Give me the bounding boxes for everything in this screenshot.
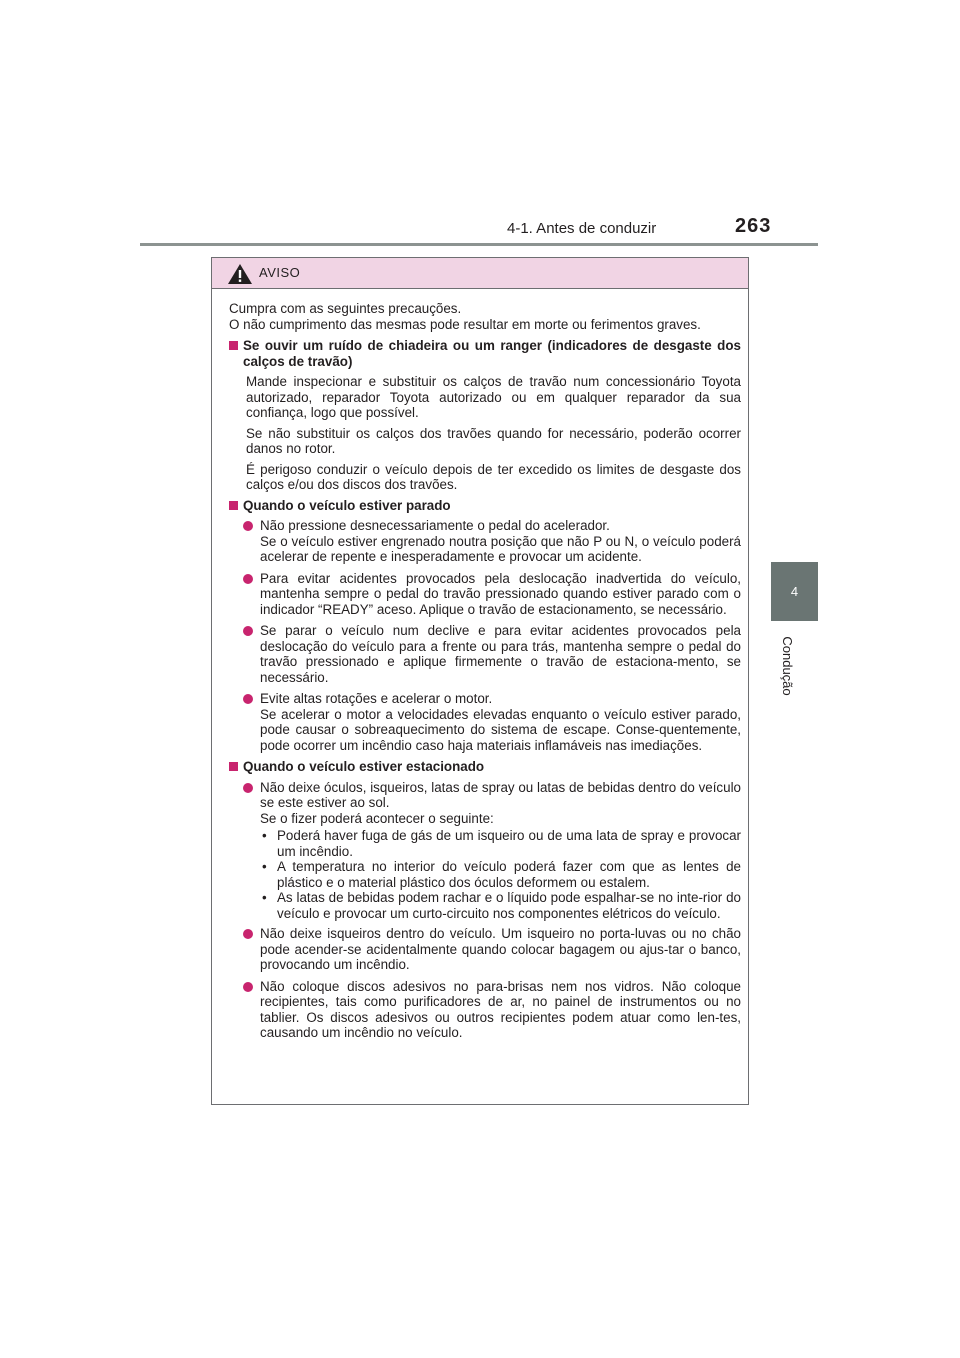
sub-bullet-item — [229, 890, 741, 921]
section-heading-parked — [229, 759, 741, 775]
paragraph: Se não substituir os calços dos travões quando for necessário, poderão ocorrer danos no rotor. — [246, 425, 741, 456]
bullet-line: Não pressione desnecessariamente o pedal do acelerador. — [260, 518, 610, 533]
sub-bullet-mark-icon: • — [262, 859, 267, 874]
bullet-line: Não coloque discos adesivos no para-brisas nem nos vidros. Não coloque recipientes, tais como purificadores de ar, no painel de instrumentos ou no tablier. Os discos adesivos ou outros recipientes podem atuar como len-tes, causando um incêndio no veículo. — [260, 978, 741, 1040]
intro-line: O não cumprimento das mesmas pode resultar em morte ou ferimentos graves. — [229, 316, 701, 332]
sub-bullet-text: Poderá haver fuga de gás de um isqueiro ou de uma lata de spray e provocar um incêndio. — [277, 828, 741, 859]
bullet-item — [229, 979, 741, 1041]
paragraph: Mande inspecionar e substituir os calços de travão num concessionário Toyota autorizado, reparador Toyota autorizado ou em qualquer reparador da sua confiança, logo que possível. — [246, 374, 741, 420]
bullet-line: Para evitar acidentes provocados pela deslocação inadvertida do veículo, mantenha sempre o pedal do travão pressionado quando estiver parado com o indicador “READY” aceso. Aplique o travão de estacionamento, se necessário. — [260, 570, 741, 617]
section-square-icon — [229, 501, 238, 510]
sub-bullet-item — [229, 859, 741, 890]
intro-text — [229, 301, 741, 332]
section-heading: 4-1. Antes de conduzir — [507, 220, 657, 237]
bullet-dot-icon — [243, 626, 253, 636]
bullet-line: Não deixe isqueiros dentro do veículo. Um isqueiro no porta-luvas ou no chão pode acender-se acidentalmente quando colocar bagagem ou ajus-tar o banco, provocando um incêndio. — [260, 926, 741, 972]
bullet-dot-icon — [243, 982, 253, 992]
warning-triangle-icon — [227, 263, 253, 285]
bullet-dot-icon — [243, 783, 253, 793]
intro-line: Cumpra com as seguintes precauções. — [229, 301, 462, 316]
sub-bullet-mark-icon: • — [262, 890, 267, 905]
sub-bullet-mark-icon: • — [262, 828, 267, 843]
sub-bullet-text: A temperatura no interior do veículo poderá fazer com que as lentes de plástico e o material plástico dos óculos deformem ou estalem. — [277, 859, 741, 890]
warning-box — [211, 257, 749, 1105]
section-title: Se ouvir um ruído de chiadeira ou um ranger (indicadores de desgaste dos calços de travão) — [243, 338, 741, 369]
bullet-item — [229, 518, 741, 565]
chapter-label: Condução — [780, 636, 795, 696]
bullet-item — [229, 571, 741, 618]
bullet-dot-icon — [243, 694, 253, 704]
section-square-icon — [229, 762, 238, 771]
section-square-icon — [229, 341, 238, 350]
sub-bullet-text: As latas de bebidas podem rachar e o líquido pode espalhar-se no inte-rior do veículo e provocar um curto-circuito nos componentes elétricos do veículo. — [277, 890, 741, 921]
sub-bullet-item — [229, 828, 741, 859]
warning-body — [212, 289, 748, 1041]
page-number: 263 — [735, 215, 772, 237]
section-title: Quando o veículo estiver parado — [243, 497, 451, 513]
bullet-line: Se o fizer poderá acontecer o seguinte: — [260, 810, 494, 826]
bullet-line: Se parar o veículo num declive e para evitar acidentes provocados pela deslocação do veículo para a frente ou para trás, mantenha sempre o pedal do travão pressionado e aplique firmemente o travão de estaciona-mento, se necessário. — [260, 623, 741, 685]
bullet-line: Se acelerar o motor a velocidades elevadas enquanto o veículo estiver parado, pode causar o sobreaquecimento do sistema de escape. Conse-quentemente, pode ocorrer um incêndio caso haja materiais inflamáveis nas imediações. — [260, 706, 741, 753]
warning-header — [212, 258, 748, 289]
paragraph: É perigoso conduzir o veículo depois de ter excedido os limites de desgaste dos calços e/ou dos discos dos travões. — [246, 461, 741, 492]
chapter-tab — [771, 562, 818, 621]
bullet-dot-icon — [243, 521, 253, 531]
bullet-item — [229, 623, 741, 685]
bullet-line: Não deixe óculos, isqueiros, latas de spray ou latas de bebidas dentro do veículo se este estiver ao sol. — [260, 779, 741, 810]
chapter-number: 4 — [790, 584, 799, 599]
bullet-line: Evite altas rotações e acelerar o motor. — [260, 691, 493, 706]
bullet-dot-icon — [243, 929, 253, 939]
warning-title: AVISO — [259, 265, 301, 280]
bullet-item — [229, 691, 741, 753]
section-title: Quando o veículo estiver estacionado — [243, 759, 485, 774]
bullet-line: Se o veículo estiver engrenado noutra posição que não P ou N, o veículo poderá acelerar de repente e inesperadamente e provocar um acidente. — [260, 533, 741, 564]
header-rule — [140, 243, 818, 246]
section-heading-stopped — [229, 498, 741, 514]
bullet-dot-icon — [243, 574, 253, 584]
section-heading-brake-noise — [229, 338, 741, 369]
bullet-item — [229, 926, 741, 973]
bullet-item — [229, 780, 741, 827]
